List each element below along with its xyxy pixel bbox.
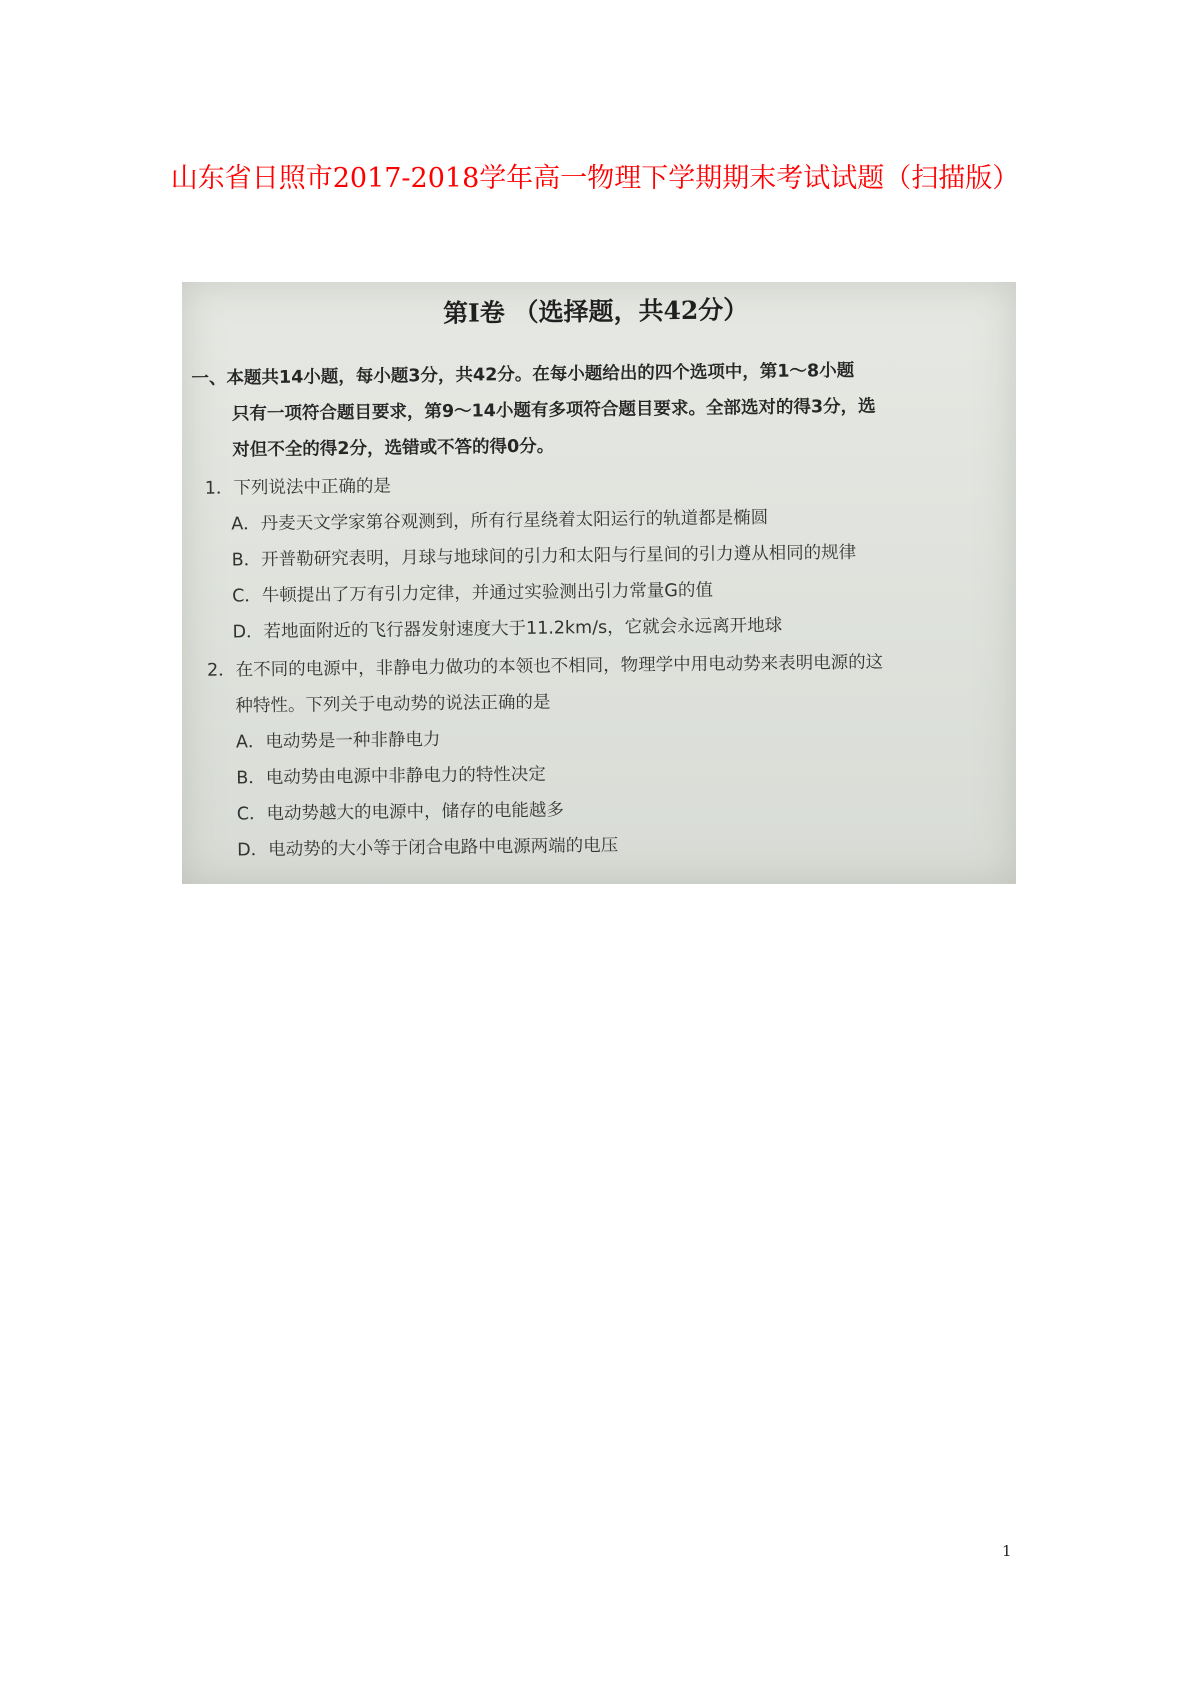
page-number: 1 bbox=[1002, 1542, 1012, 1560]
instruction-line-1: 一、本题共14小题，每小题3分，共42分。在每小题给出的四个选项中，第1～8小题 bbox=[191, 360, 855, 389]
question-2-option-c: C．电动势越大的电源中，储存的电能越多 bbox=[236, 800, 565, 825]
question-1-option-c: C．牛顿提出了万有引力定律，并通过实验测出引力常量G的值 bbox=[232, 580, 714, 607]
question-2-stem-line-1: 2．在不同的电源中，非静电力做功的本领也不相同，物理学中用电动势来表明电源的这 bbox=[206, 652, 884, 681]
document-title: 山东省日照市2017-2018学年高一物理下学期期末考试试题（扫描版） bbox=[170, 163, 1020, 194]
question-2-option-d: D．电动势的大小等于闭合电路中电源两端的电压 bbox=[237, 835, 619, 861]
instruction-line-2: 只有一项符合题目要求，第9～14小题有多项符合题目要求。全部选对的得3分，选 bbox=[231, 396, 876, 425]
question-1-option-b: B．开普勒研究表明，月球与地球间的引力和太阳与行星间的引力遵从相同的规律 bbox=[231, 542, 857, 571]
question-2-option-a: A．电动势是一种非静电力 bbox=[235, 729, 441, 753]
question-1-stem: 1．下列说法中正确的是 bbox=[204, 476, 392, 499]
section-heading: 第I卷 （选择题，共42分） bbox=[442, 295, 749, 328]
instruction-line-3: 对但不全的得2分，选错或不答的得0分。 bbox=[232, 436, 555, 461]
scanned-content bbox=[182, 282, 1016, 884]
scanned-exam-image bbox=[182, 282, 1016, 884]
question-1-option-d: D．若地面附近的飞行器发射速度大于11.2km/s，它就会永远离开地球 bbox=[232, 615, 783, 643]
question-2-stem-line-2: 种特性。下列关于电动势的说法正确的是 bbox=[235, 692, 551, 717]
question-1-option-a: A．丹麦天文学家第谷观测到，所有行星绕着太阳运行的轨道都是椭圆 bbox=[231, 507, 769, 535]
question-2-option-b: B．电动势由电源中非静电力的特性决定 bbox=[236, 764, 546, 789]
